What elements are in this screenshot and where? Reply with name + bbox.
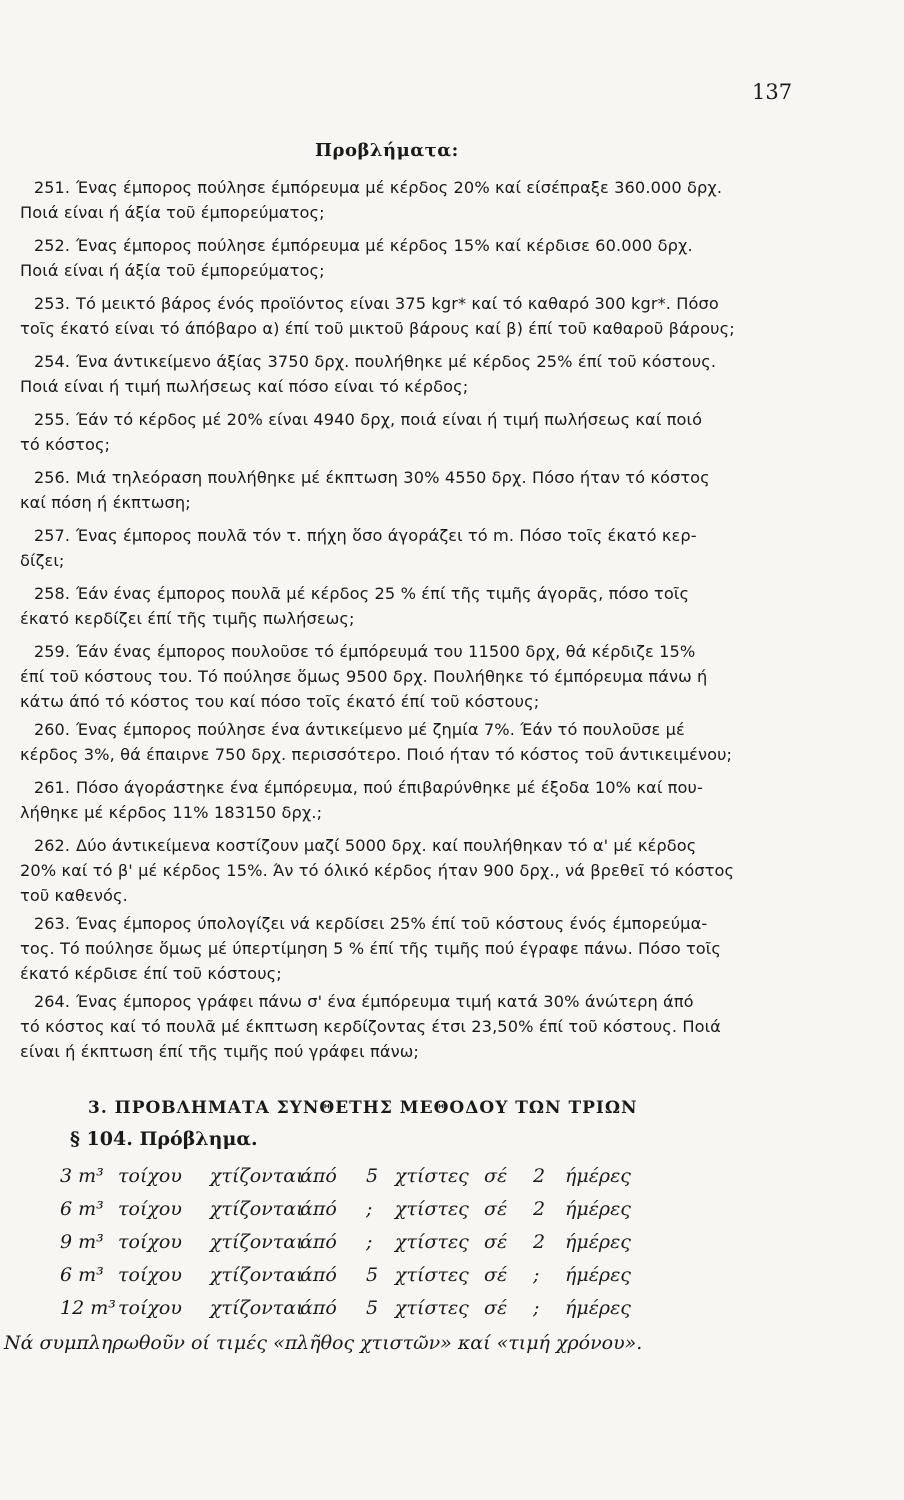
problem-item — [0, 584, 904, 643]
table-cell-in: σέ — [484, 1297, 508, 1319]
problem-text-line: Ποιά είναι ή άξία τοῦ έμπορεύματος; — [20, 203, 325, 222]
table-cell-workers: 5 — [366, 1165, 379, 1187]
table-cell-by: άπό — [300, 1231, 337, 1253]
problem-item — [0, 778, 904, 837]
problem-text-line: λήθηκε μέ κέρδος 11% 183150 δρχ.; — [20, 803, 323, 822]
table-cell-built: χτίζονται — [210, 1165, 304, 1187]
page-number: 137 — [752, 80, 793, 104]
problem-item — [0, 526, 904, 585]
problem-number: 255. — [34, 410, 71, 429]
problem-number: 263. — [34, 914, 71, 933]
table-cell-workers: 5 — [366, 1264, 379, 1286]
problem-text-line: Ένας έμπορος πουλᾶ τόν τ. πήχη ὅσο άγοράζει τό m. Πόσο τοῖς έκατό κερ- — [76, 526, 697, 545]
table-cell-days: ; — [533, 1297, 540, 1319]
table-cell-wall: τοίχου — [118, 1165, 182, 1187]
problem-item — [0, 236, 904, 295]
table-row — [0, 1165, 904, 1199]
problem-item — [0, 836, 904, 905]
problem-item — [0, 720, 904, 779]
table-row — [0, 1297, 904, 1331]
table-cell-workers: ; — [366, 1231, 373, 1253]
problem-text-line: Ένας έμπορος πούλησε ένα άντικείμενο μέ ζημία 7%. Έάν τό πουλοῦσε μέ — [76, 720, 685, 739]
table-cell-qty: 3 m³ — [60, 1165, 104, 1187]
problem-item — [0, 992, 904, 1061]
problem-item — [0, 352, 904, 411]
table-cell-by: άπό — [300, 1297, 337, 1319]
table-cell-qty: 6 m³ — [60, 1198, 104, 1220]
section-title: Προβλήματα: — [315, 140, 459, 161]
problem-item — [0, 178, 904, 237]
problem-text-line: Τό μεικτό βάρος ένός προϊόντος είναι 375 kgr* καί τό καθαρό 300 kgr*. Πόσο — [76, 294, 719, 313]
table-cell-workers: ; — [366, 1198, 373, 1220]
problem-text-line: Δύο άντικείμενα κοστίζουν μαζί 5000 δρχ. καί πουλήθηκαν τό α' μέ κέρδος — [76, 836, 697, 855]
problem-number: 251. — [34, 178, 71, 197]
table-cell-days: 2 — [533, 1198, 546, 1220]
table-cell-wall: τοίχου — [118, 1198, 182, 1220]
table-cell-built: χτίζονται — [210, 1297, 304, 1319]
table-cell-wall: τοίχου — [118, 1231, 182, 1253]
problem-text-line: Ένα άντικείμενο άξίας 3750 δρχ. πουλήθηκε μέ κέρδος 25% έπί τοῦ κόστους. — [76, 352, 717, 371]
problem-text-line: έκατό κερδίζει έπί τῆς τιμῆς πωλήσεως; — [20, 609, 355, 628]
problem-text-line: Ένας έμπορος ύπολογίζει νά κερδίσει 25% έπί τοῦ κόστους ένός έμπορεύμα- — [76, 914, 708, 933]
table-cell-label-d: ήμέρες — [565, 1198, 631, 1220]
problem-item — [0, 914, 904, 983]
table-cell-label-w: χτίστες — [395, 1231, 469, 1253]
problem-text-line: έπί τοῦ κόστους του. Τό πούλησε ὅμως 9500 δρχ. Πουλήθηκε τό έμπόρευμα πάνω ή — [20, 667, 708, 686]
table-cell-in: σέ — [484, 1264, 508, 1286]
section-heading: § 104. Πρόβλημα. — [70, 1128, 258, 1150]
table-cell-label-w: χτίστες — [395, 1198, 469, 1220]
table-cell-label-w: χτίστες — [395, 1297, 469, 1319]
problem-item — [0, 642, 904, 711]
problem-text-line: κέρδος 3%, θά έπαιρνε 750 δρχ. περισσότερο. Ποιό ήταν τό κόστος τοῦ άντικειμένου; — [20, 745, 733, 764]
problem-text-line: τοῦ καθενός. — [20, 886, 128, 905]
table-cell-days: 2 — [533, 1231, 546, 1253]
problem-number: 258. — [34, 584, 71, 603]
problem-number: 254. — [34, 352, 71, 371]
table-cell-label-w: χτίστες — [395, 1165, 469, 1187]
table-cell-label-d: ήμέρες — [565, 1165, 631, 1187]
problem-number: 262. — [34, 836, 71, 855]
table-cell-built: χτίζονται — [210, 1231, 304, 1253]
table-cell-qty: 12 m³ — [60, 1297, 116, 1319]
problem-number: 253. — [34, 294, 71, 313]
table-cell-qty: 9 m³ — [60, 1231, 104, 1253]
problem-text-line: Ένας έμπορος πούλησε έμπόρευμα μέ κέρδος 15% καί κέρδισε 60.000 δρχ. — [76, 236, 693, 255]
table-cell-built: χτίζονται — [210, 1264, 304, 1286]
problem-text-line: Πόσο άγοράστηκε ένα έμπόρευμα, πού έπιβαρύνθηκε μέ έξοδα 10% καί που- — [76, 778, 703, 797]
problem-text-line: Έάν ένας έμπορος πουλοῦσε τό έμπόρευμά του 11500 δρχ, θά κέρδιζε 15% — [76, 642, 696, 661]
table-cell-by: άπό — [300, 1264, 337, 1286]
problem-text-line: τό κόστος; — [20, 435, 111, 454]
problem-text-line: Ποιά είναι ή τιμή πωλήσεως καί πόσο είναι τό κέρδος; — [20, 377, 469, 396]
problem-text-line: τος. Τό πούλησε ὅμως μέ ύπερτίμηση 5 % έπί τῆς τιμῆς πού έγραφε πάνω. Πόσο τοῖς — [20, 939, 721, 958]
table-cell-in: σέ — [484, 1165, 508, 1187]
table-cell-days: ; — [533, 1264, 540, 1286]
table-cell-label-d: ήμέρες — [565, 1264, 631, 1286]
problem-item — [0, 410, 904, 469]
table-cell-wall: τοίχου — [118, 1264, 182, 1286]
table-cell-built: χτίζονται — [210, 1198, 304, 1220]
table-cell-qty: 6 m³ — [60, 1264, 104, 1286]
problem-item — [0, 468, 904, 527]
table-row — [0, 1198, 904, 1232]
problem-number: 259. — [34, 642, 71, 661]
problem-number: 252. — [34, 236, 71, 255]
table-cell-by: άπό — [300, 1198, 337, 1220]
problem-text-line: Ποιά είναι ή άξία τοῦ έμπορεύματος; — [20, 261, 325, 280]
chapter-heading: 3. ΠΡΟΒΛΗΜΑΤΑ ΣΥΝΘΕΤΗΣ ΜΕΘΟΔΟΥ ΤΩΝ ΤΡΙΩΝ — [88, 1098, 638, 1118]
table-cell-workers: 5 — [366, 1297, 379, 1319]
problem-text-line: Έάν ένας έμπορος πουλᾶ μέ κέρδος 25 % έπί τῆς τιμῆς άγορᾶς, πόσο τοῖς — [76, 584, 690, 603]
problem-item — [0, 294, 904, 353]
table-cell-in: σέ — [484, 1231, 508, 1253]
problem-number: 257. — [34, 526, 71, 545]
problem-number: 264. — [34, 992, 71, 1011]
problem-text-line: τό κόστος καί τό πουλᾶ μέ έκπτωση κερδίζοντας έτσι 23,50% έπί τοῦ κόστους. Ποιά — [20, 1017, 721, 1036]
table-row — [0, 1231, 904, 1265]
table-cell-label-d: ήμέρες — [565, 1231, 631, 1253]
problem-text-line: έκατό κέρδισε έπί τοῦ κόστους; — [20, 964, 282, 983]
problem-text-line: δίζει; — [20, 551, 65, 570]
problem-text-line: Έάν τό κέρδος μέ 20% είναι 4940 δρχ, ποιά είναι ή τιμή πωλήσεως καί ποιό — [76, 410, 703, 429]
problem-text-line: είναι ή έκπτωση έπί τῆς τιμῆς πού γράφει πάνω; — [20, 1042, 419, 1061]
problem-text-line: καί πόση ή έκπτωση; — [20, 493, 191, 512]
table-cell-label-d: ήμέρες — [565, 1297, 631, 1319]
table-cell-label-w: χτίστες — [395, 1264, 469, 1286]
problem-text-line: 20% καί τό β' μέ κέρδος 15%. Άν τό όλικό κέρδος ήταν 900 δρχ., νά βρεθεῖ τό κόστος — [20, 861, 735, 880]
problem-number: 261. — [34, 778, 71, 797]
table-cell-in: σέ — [484, 1198, 508, 1220]
table-cell-by: άπό — [300, 1165, 337, 1187]
closing-instruction: Νά συμπληρωθοῦν οί τιμές «πλῆθος χτιστῶν» καί «τιμή χρόνου». — [4, 1332, 643, 1354]
problem-text-line: κάτω άπό τό κόστος του καί πόσο τοῖς έκατό έπί τοῦ κόστους; — [20, 692, 540, 711]
problem-number: 260. — [34, 720, 71, 739]
table-row — [0, 1264, 904, 1298]
problem-number: 256. — [34, 468, 71, 487]
problem-text-line: Ένας έμπορος πούλησε έμπόρευμα μέ κέρδος 20% καί είσέπραξε 360.000 δρχ. — [76, 178, 723, 197]
table-cell-wall: τοίχου — [118, 1297, 182, 1319]
problem-text-line: Ένας έμπορος γράφει πάνω σ' ένα έμπόρευμα τιμή κατά 30% άνώτερη άπό — [76, 992, 694, 1011]
table-cell-days: 2 — [533, 1165, 546, 1187]
problem-text-line: Μιά τηλεόραση πουλήθηκε μέ έκπτωση 30% 4550 δρχ. Πόσο ήταν τό κόστος — [76, 468, 710, 487]
problem-text-line: τοῖς έκατό είναι τό άπόβαρο α) έπί τοῦ μικτοῦ βάρους καί β) έπί τοῦ καθαροῦ βάρους; — [20, 319, 735, 338]
